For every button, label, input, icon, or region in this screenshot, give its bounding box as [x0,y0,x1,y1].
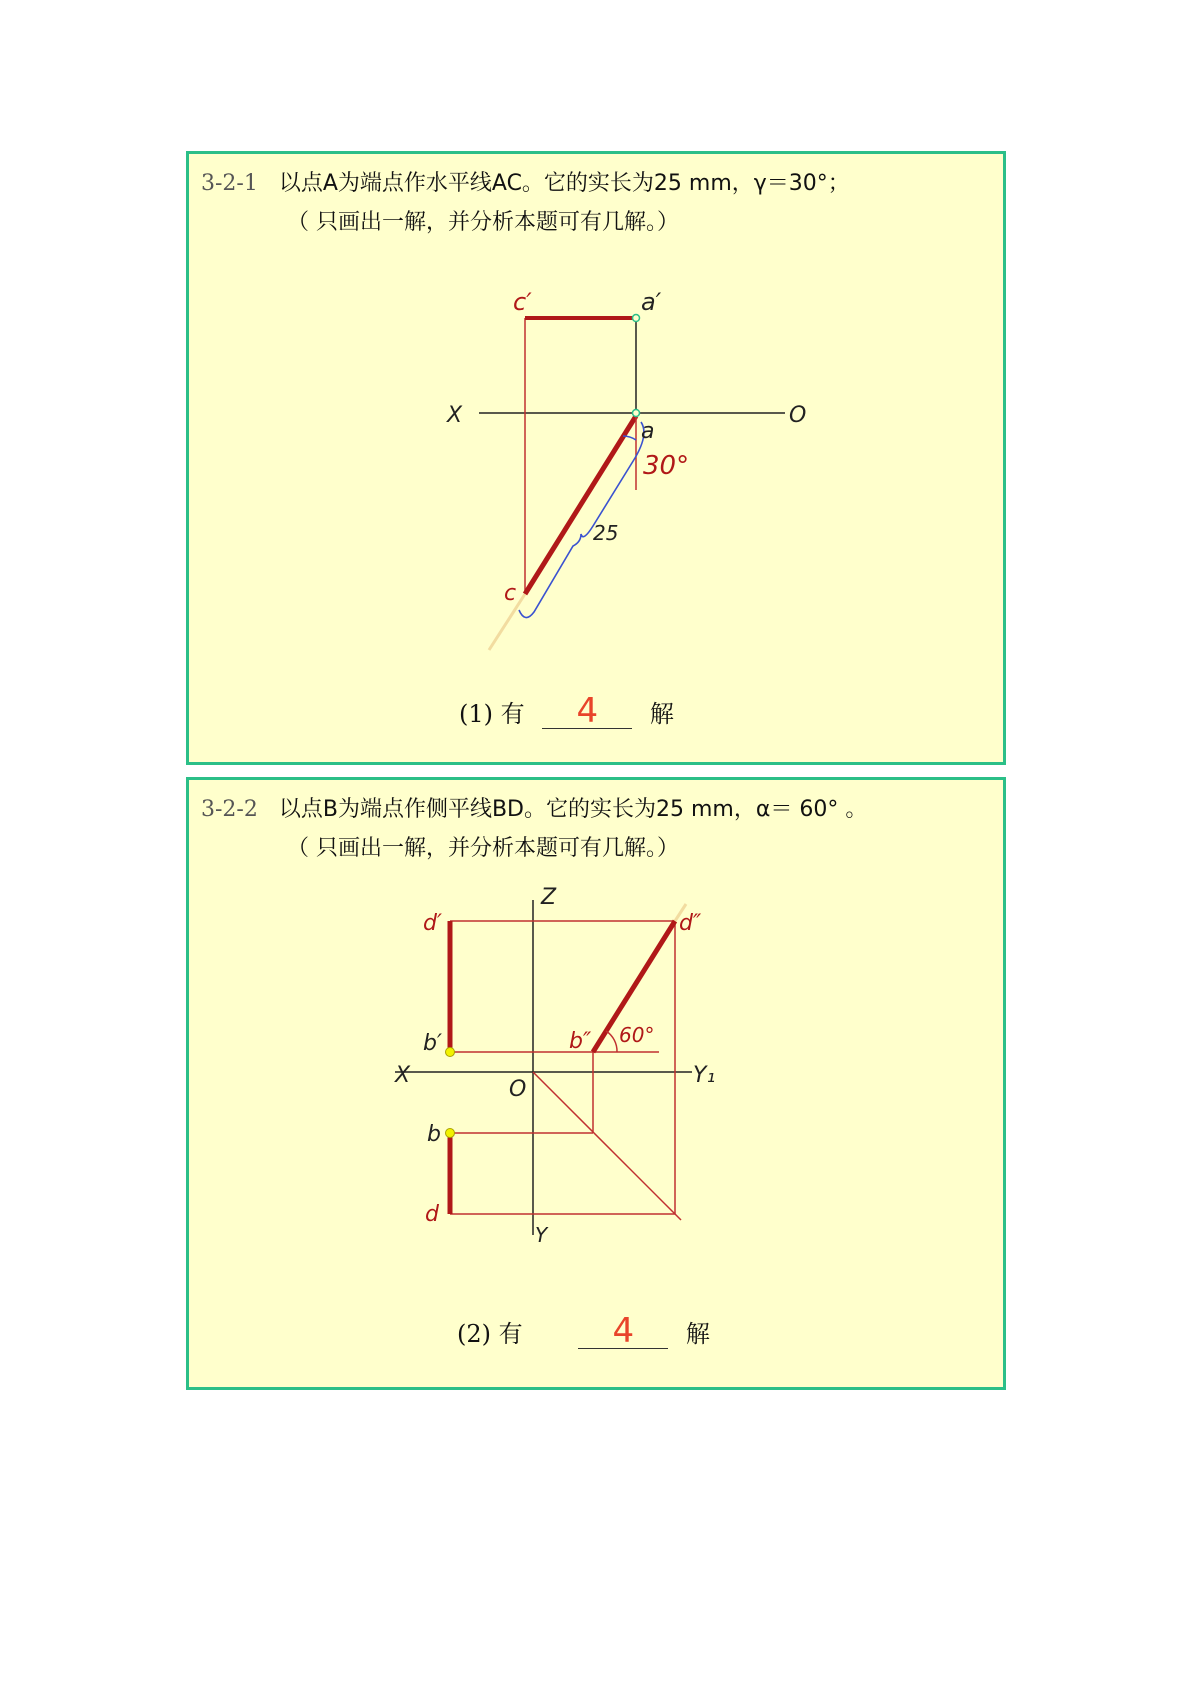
problem-2-panel [186,777,1006,1390]
miter-line [533,1072,681,1220]
problem-1-number: 3-2-1 [201,171,258,196]
problem-2-diagram [189,780,1009,1393]
label-z: Z [541,885,557,910]
label-d: d [425,1202,439,1227]
answer-2-suffix: 解 [685,1320,710,1348]
problem-1-diagram [189,154,1009,768]
label-c: c [504,581,517,606]
label-angle-60: 60° [619,1023,655,1047]
b-prime-point [446,1048,455,1057]
problem-1-panel [186,151,1006,765]
answer-1-prefix: (1) 有 [459,700,525,728]
label-y: Y [535,1223,548,1247]
label-a-prime: a′ [641,288,662,316]
b-point [446,1129,455,1138]
label-y1: Y₁ [693,1063,716,1088]
problem-2-number: 3-2-2 [201,797,258,822]
ac-line [525,416,636,594]
label-o: O [789,403,807,428]
answer-2-value: 4 [578,1314,668,1349]
length-brace [519,422,644,618]
label-b-prime: b′ [423,1031,442,1056]
answer-2-prefix: (2) 有 [457,1320,523,1348]
problem-1-statement: 以点A为端点作水平线AC。它的实长为25 mm，γ＝30°； [278,171,850,196]
label-x: X [447,403,463,428]
label-b: b [427,1122,441,1147]
a-prime-point [633,315,640,322]
label-angle-30: 30° [643,451,690,481]
problem-2-statement: 以点B为端点作侧平线BD。它的实长为25 mm，α＝ 60° 。 [278,797,868,822]
label-d-prime: d′ [423,911,442,936]
angle-arc-60 [606,1031,617,1052]
problem-2-answer [457,1311,710,1351]
label-a: a [641,419,655,444]
a-point [633,410,640,417]
answer-1-value: 4 [542,694,632,729]
label-length-25: 25 [593,521,619,545]
label-b-double-prime: b″ [569,1029,592,1054]
label-d-double-prime: d″ [679,911,702,936]
problem-1-note: （ 只画出一解，并分析本题可有几解。） [287,210,679,235]
label-x: X [395,1063,411,1088]
problem-2-note: （ 只画出一解，并分析本题可有几解。） [287,836,679,861]
label-c-prime: c′ [513,288,532,316]
answer-1-suffix: 解 [649,700,674,728]
label-o: O [509,1077,527,1102]
problem-1-answer [459,691,674,731]
